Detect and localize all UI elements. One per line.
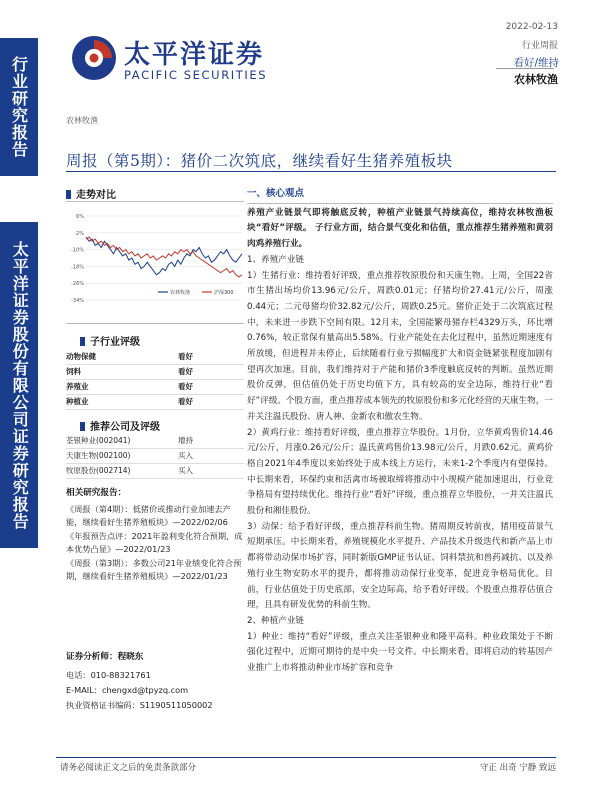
sub-rating-name: 动物保健 bbox=[66, 352, 96, 361]
recommend-row bbox=[66, 449, 244, 464]
trend-heading: 走势对比 bbox=[66, 186, 116, 201]
legend-label: 沪深300 bbox=[214, 290, 234, 296]
chart-bottom-rule bbox=[66, 323, 244, 324]
series-line-0 bbox=[86, 237, 242, 275]
heading-marker bbox=[80, 422, 85, 431]
main-body bbox=[247, 186, 553, 677]
recommend-name: 天康生物(002100) bbox=[66, 451, 131, 460]
heading-marker bbox=[80, 337, 85, 346]
sub-rating-value: 看好 bbox=[178, 367, 193, 376]
footer-motto: 守正 出奇 宁静 致远 bbox=[479, 763, 556, 773]
recommend-heading: 推荐公司及评级 bbox=[80, 418, 160, 433]
sub-rating-row bbox=[66, 395, 244, 410]
sub-rating-value: 看好 bbox=[178, 397, 193, 406]
sidebar-report-category bbox=[0, 38, 38, 176]
recommend-value: 买入 bbox=[178, 451, 193, 460]
report-title: 周报（第5期）：猪价二次筑底，继续看好生猪养殖板块 bbox=[66, 152, 453, 170]
recommend-row bbox=[66, 434, 244, 449]
subheading: 2、种植产业链 bbox=[247, 615, 305, 626]
paragraph-seed: 1）种业：维持“看好”评级，重点关注荃银种业和隆平高科。种业政策处于不断强化过程中，近期可期待的是中央一号文件。中长期来看，即将启动的转基因产业推广上市将推动种业市场扩容和竞争 bbox=[247, 631, 553, 674]
legend-label: 农林牧渔 bbox=[170, 290, 191, 296]
sub-rating-row bbox=[66, 365, 244, 380]
sub-rating-heading: 子行业评级 bbox=[80, 333, 140, 348]
related-item: 《周报（第4期）：低猪价或推动行业加速去产能，继续看好生猪养殖板块》—2022/02/06 bbox=[66, 503, 231, 527]
recommend-value: 增持 bbox=[178, 436, 193, 445]
brand-name-en: PACIFIC SECURITIES bbox=[124, 68, 268, 82]
analyst-info bbox=[66, 650, 244, 713]
sector-name: 农林牧渔 bbox=[514, 73, 558, 86]
analyst-email: E-MAIL：chengxd@tpyzq.com bbox=[66, 685, 189, 695]
recommend-name: 牧原股份(002714) bbox=[66, 466, 131, 475]
y-tick-label: -2% bbox=[74, 230, 84, 237]
related-item: 《周报（第3期）：多数公司21年业绩变化符合预期，继续看好生猪养殖板块》—2022/01/23 bbox=[66, 557, 242, 581]
series-line-1 bbox=[86, 237, 242, 277]
related-reports bbox=[66, 487, 244, 584]
sub-rating-name: 养殖业 bbox=[66, 382, 89, 391]
sub-rating-name: 饲料 bbox=[66, 367, 81, 376]
analyst-phone: 电话：010-88321761 bbox=[66, 670, 151, 680]
trend-rule bbox=[66, 201, 244, 202]
y-tick-label: -26% bbox=[71, 281, 84, 288]
footer-disclaimer: 请务必阅读正文之后的免责条款部分 bbox=[60, 763, 197, 773]
recommend-value: 买入 bbox=[178, 466, 193, 475]
related-heading: 相关研究报告： bbox=[66, 488, 127, 498]
paragraph-pig: 1）生猪行业：维持看好评级，重点推荐牧原股份和天康生物。上周，全国22省市生猪出场均价13.96元/公斤，周跌0.01元；仔猪均价27.41元/公斤，周涨0.44元；二元母猪均价32.82元/公斤，周跌0.25元。猪价正处于二次筑底过程中，未来进一步跌下空间有限。12月末，全国能繁母猪存栏4329万头，环比增0.76%，较正常保有量高出5.58%。行业产能处在去化过程中，虽然近期速度有所放缓，但进程并未停止，后续随着行业亏损幅度扩大和资金链紧张程度加剧有望再次加速。目前，我们维持对于产能和猪价3季度触底反转的判断。虽然近期股价反弹，但估值仍处于历史均值下方，具有较高的安全边际，维持行业“看好”评级。个股方面，重点推荐成本领先的牧原股份和多元化经营的天康生物，一并关注温氏股份、唐人神、金新农和傲农生物。 bbox=[247, 270, 553, 422]
sub-rating-value: 看好 bbox=[178, 382, 193, 391]
related-item: 《年报预告点评：2021年盈利变化符合预期，成本优势凸显》—2022/01/23 bbox=[66, 530, 243, 554]
recommend-row bbox=[66, 464, 244, 479]
paragraph-animal-health: 3）动保：给予看好评级，重点推荐科前生物。猪周期反转前夜，猪用疫苗景气短期承压。中长期来看，养殖规模化水平提升、产品技术升级迭代和新产品上市都将带动动保市场扩容，同时新版GMP证书认证、饲料禁抗和兽药减抗、以及养殖行业生物安防水平的提升，都将推动动保行业变革，促进竞争格局优化。目前，行业估值处于历史底部，安全边际高，给予看好评级。个股重点推荐估值合理，且具有研发优势的科前生物。 bbox=[247, 521, 553, 611]
y-tick-label: -10% bbox=[71, 247, 84, 254]
recommend-name: 荃银种业(002041) bbox=[66, 436, 131, 445]
sidebar-company bbox=[0, 222, 38, 548]
trend-chart bbox=[66, 210, 246, 310]
sub-rating-row bbox=[66, 380, 244, 395]
header-divider bbox=[496, 68, 554, 69]
report-type: 行业周报 bbox=[521, 41, 558, 51]
heading-marker bbox=[66, 190, 71, 199]
sidebar-bottom-text: 太平洋证券股份有限公司证券研究报告 bbox=[10, 240, 30, 530]
footer-rule bbox=[56, 757, 556, 758]
title-divider bbox=[66, 171, 556, 172]
sidebar-top-text: 行业研究报告 bbox=[9, 56, 29, 158]
report-date: 2022-02-13 bbox=[505, 22, 558, 32]
y-tick-label: -18% bbox=[71, 264, 84, 271]
subheading: 1、养殖产业链 bbox=[247, 254, 305, 265]
section-heading: 一、核心观点 bbox=[247, 188, 305, 199]
y-tick-label: -34% bbox=[71, 298, 84, 304]
brand-name-cn: 太平洋证券 bbox=[124, 40, 265, 70]
sub-rating-value: 看好 bbox=[178, 352, 193, 361]
analyst-license: 执业资格证书编码：S1190511050002 bbox=[66, 700, 213, 710]
sub-rating-name: 种植业 bbox=[66, 397, 89, 406]
section-rule bbox=[247, 203, 553, 204]
sub-rating-row bbox=[66, 350, 244, 365]
company-logo bbox=[70, 34, 118, 82]
analyst-heading: 证券分析师：程晓东 bbox=[66, 652, 144, 662]
sector-tag: 农林牧渔 bbox=[66, 116, 98, 125]
lead-paragraph: 养殖产业链景气即将触底反转，种植产业链景气持续高位，维持农林牧渔板块“看好”评级。 子行业方面，结合景气变化和估值，重点推荐生猪养殖和黄羽肉鸡养殖行业。 bbox=[247, 207, 553, 250]
industry-rating: 看好/维持 bbox=[513, 57, 559, 69]
paragraph-chicken: 2）黄鸡行业：维持看好评级，重点推荐立华股份。1月份，立华黄鸡售价14.46元/公斤，月涨0.26元/公斤；温氏黄鸡售价13.98元/公斤，月跌0.62元。黄鸡价格自2021年4季度以来始终处于成本线上方运行，未来1-2个季度内有望保持。中长期来看，环保约束和活禽市场被取缔将推动中小规模产能加速退出，行业竞争格局有望持续优化。维持行业“看好”评级，重点推荐立华股份，一并关注温氏股份和湘佳股份。 bbox=[247, 427, 553, 517]
y-tick-label: 6% bbox=[76, 214, 84, 220]
